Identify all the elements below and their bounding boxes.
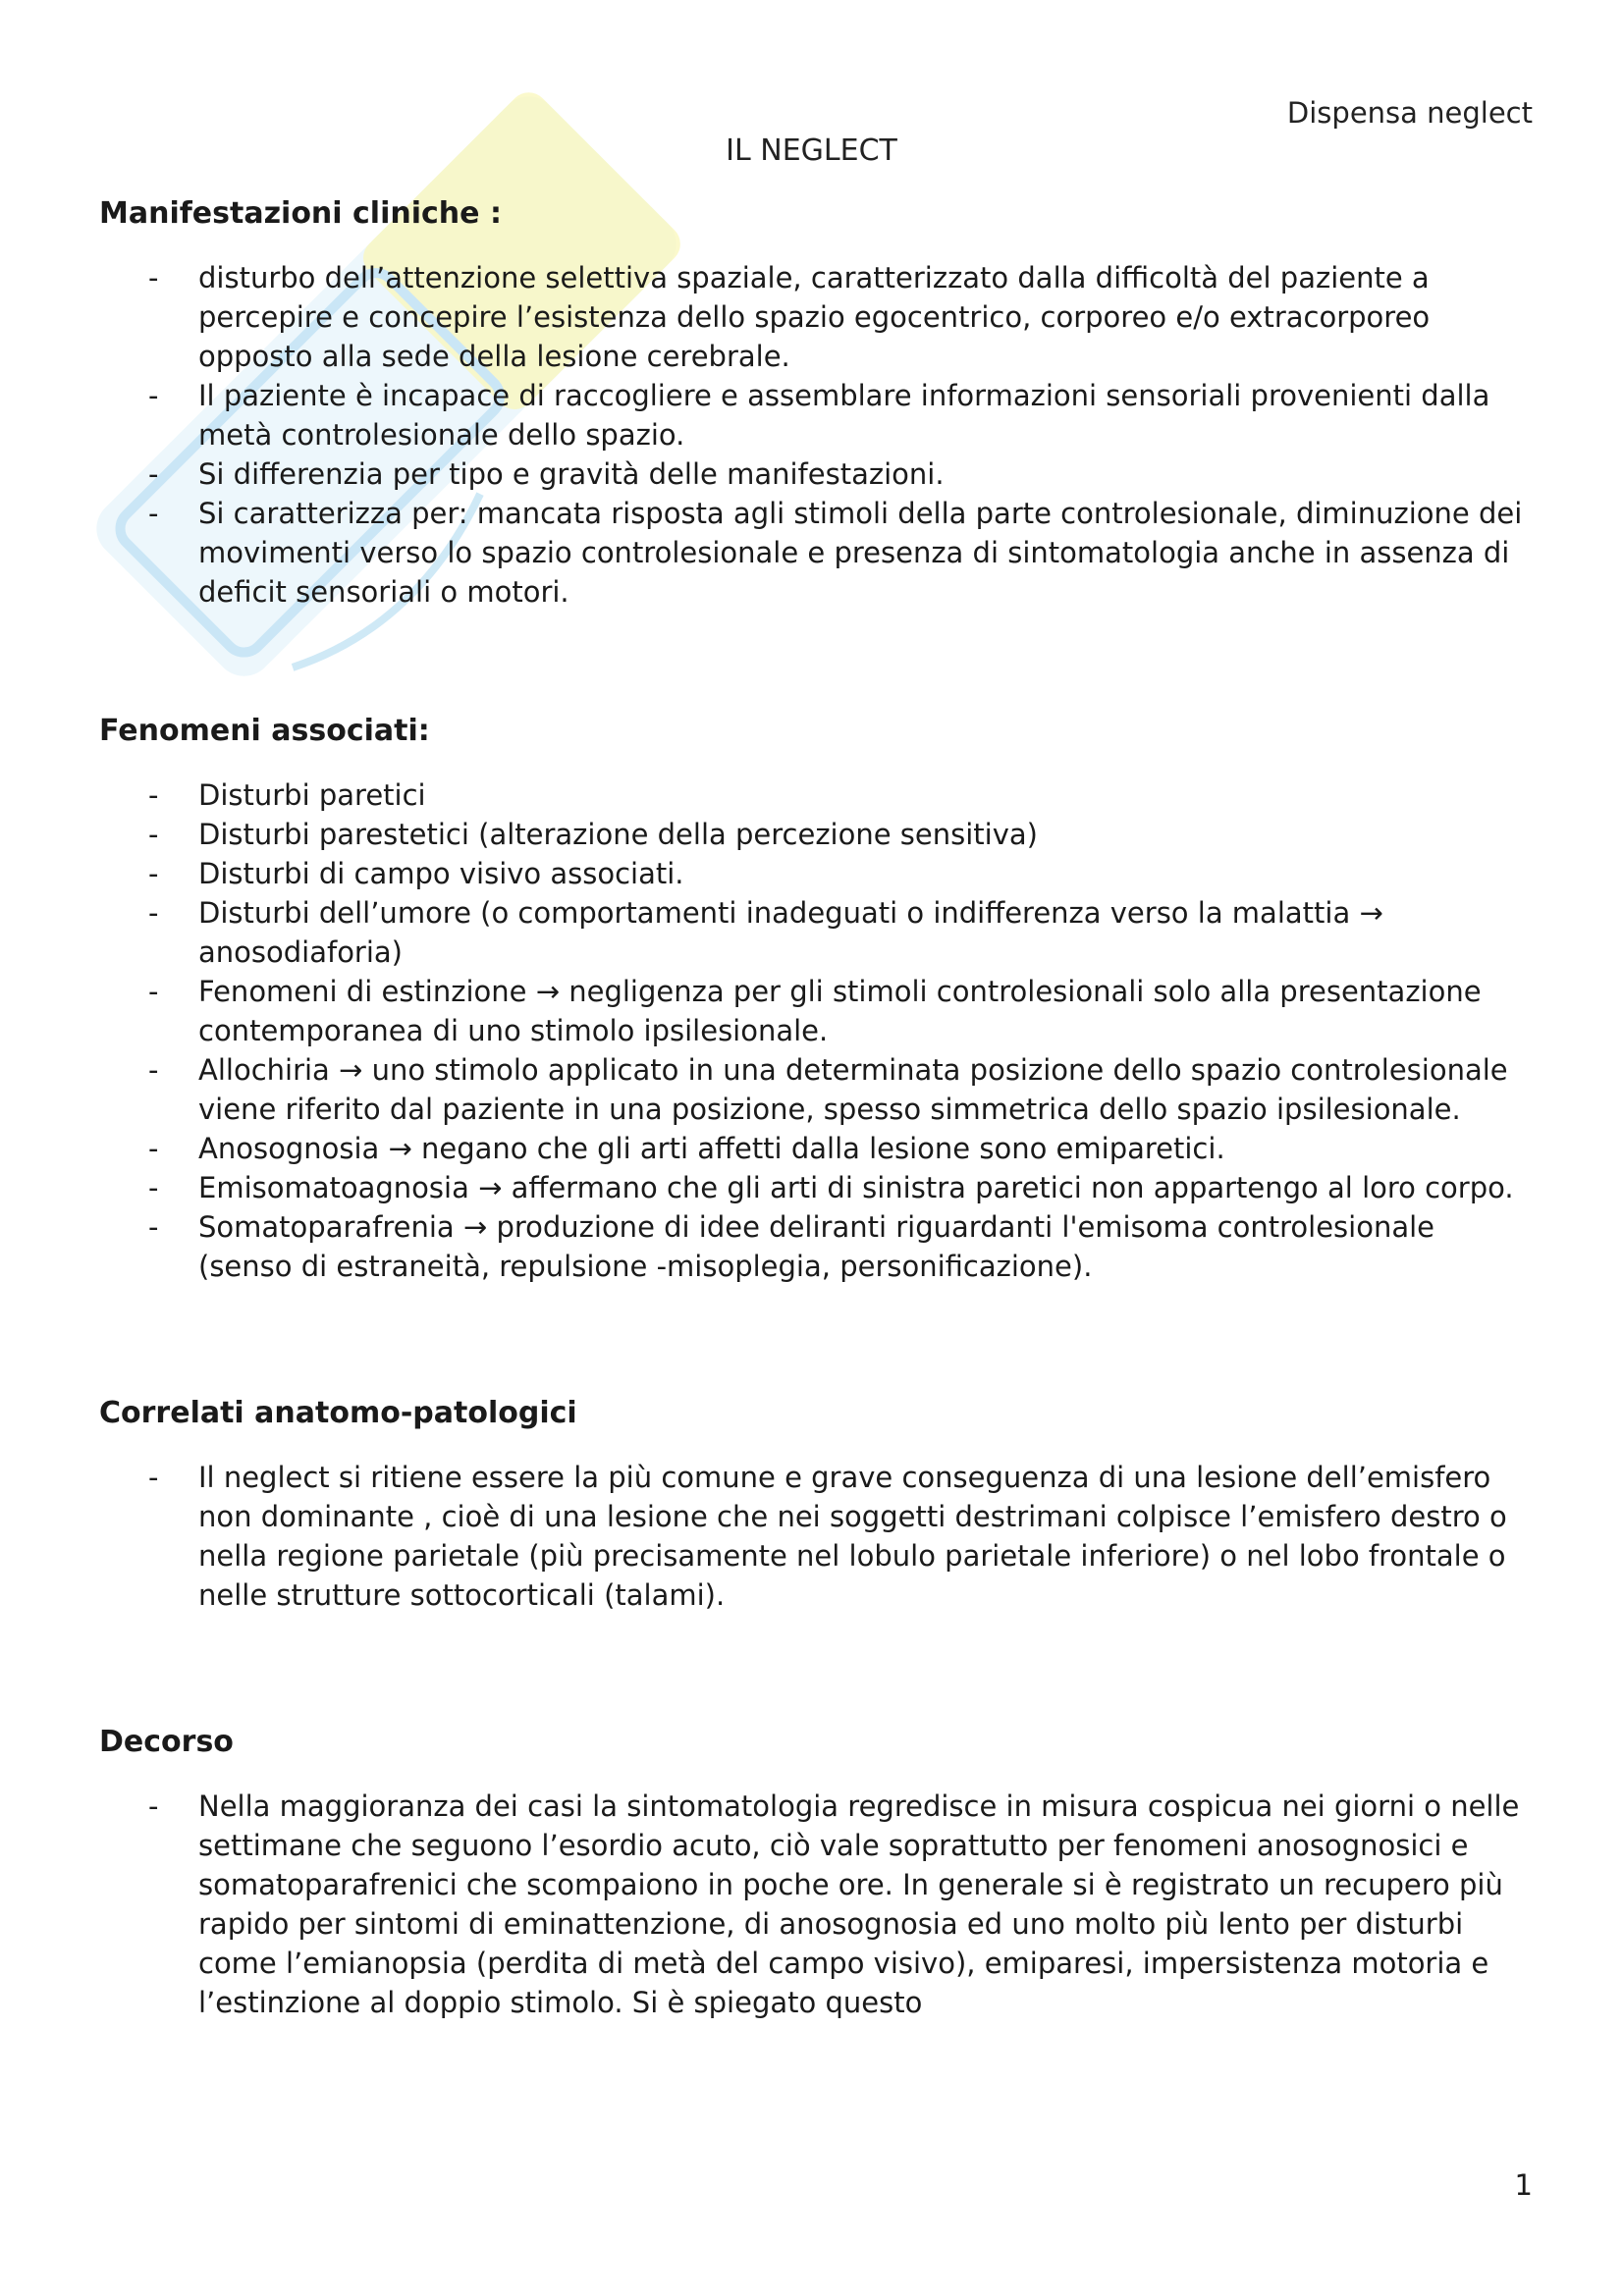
section-correlati: [99, 1396, 1535, 1615]
section-heading: Manifestazioni cliniche :: [99, 196, 502, 231]
list-item: - Disturbi di campo visivo associati.: [99, 854, 1535, 893]
section-heading: Correlati anatomo-patologici: [99, 1396, 577, 1430]
list-item: - Emisomatoagnosia → affermano che gli arti di sinistra paretici non appartengo al loro corpo.: [99, 1168, 1535, 1207]
list-item: - Disturbi paretici: [99, 775, 1535, 815]
list-item: - disturbo dell’attenzione selettiva spaziale, caratterizzato dalla difficoltà del paziente a percepire e concepire l’esistenza dello spazio egocentrico, corporeo e/o extracorporeo opposto alla sede della lesione cerebrale.: [99, 258, 1535, 376]
list-item: - Il neglect si ritiene essere la più comune e grave conseguenza di una lesione dell’emisfero non dominante , cioè di una lesione che nei soggetti destrimani colpisce l’emisfero destro o nella regione parietale (più precisamente nel lobulo parietale inferiore) o nel lobo frontale o nelle strutture sottocorticali (talami).: [99, 1458, 1535, 1615]
list-item: - Anosognosia → negano che gli arti affetti dalla lesione sono emiparetici.: [99, 1129, 1535, 1168]
page-number: 1: [1514, 2168, 1533, 2202]
page-title: IL NEGLECT: [726, 133, 897, 168]
bullet-list: [99, 775, 1535, 1286]
bullet-list: [99, 1787, 1535, 2022]
list-item: - Si caratterizza per: mancata risposta agli stimoli della parte controlesionale, diminuzione dei movimenti verso lo spazio controlesionale e presenza di sintomatologia anche in assenza di deficit sensoriali o motori.: [99, 494, 1535, 612]
list-item: - Il paziente è incapace di raccogliere e assemblare informazioni sensoriali provenienti dalla metà controlesionale dello spazio.: [99, 376, 1535, 454]
list-item: - Allochiria → uno stimolo applicato in una determinata posizione dello spazio controlesionale viene riferito dal paziente in una posizione, spesso simmetrica dello spazio ipsilesionale.: [99, 1050, 1535, 1129]
header-document-label: Dispensa neglect: [1286, 96, 1533, 130]
section-heading: Fenomeni associati:: [99, 714, 430, 748]
bullet-list: [99, 1458, 1535, 1615]
section-fenomeni: [99, 714, 1535, 1286]
list-item: - Fenomeni di estinzione → negligenza per gli stimoli controlesionali solo alla presentazione contemporanea di uno stimolo ipsilesionale.: [99, 972, 1535, 1050]
section-manifestazioni: [99, 196, 1535, 612]
list-item: - Nella maggioranza dei casi la sintomatologia regredisce in misura cospicua nei giorni o nelle settimane che seguono l’esordio acuto, ciò vale soprattutto per fenomeni anosognosici e somatoparafrenici che scompaiono in poche ore. In generale si è registrato un recupero più rapido per sintomi di eminattenzione, di anosognosia ed uno molto più lento per disturbi come l’emianopsia (perdita di metà del campo visivo), emiparesi, impersistenza motoria e l’estinzione al doppio stimolo. Si è spiegato questo: [99, 1787, 1535, 2022]
section-heading: Decorso: [99, 1725, 234, 1759]
section-decorso: [99, 1725, 1535, 2022]
list-item: - Disturbi parestetici (alterazione della percezione sensitiva): [99, 815, 1535, 854]
bullet-list: [99, 258, 1535, 612]
list-item: - Si differenzia per tipo e gravità delle manifestazioni.: [99, 454, 1535, 494]
list-item: - Somatoparafrenia → produzione di idee deliranti riguardanti l'emisoma controlesionale (senso di estraneità, repulsione -misoplegia, personificazione).: [99, 1207, 1535, 1286]
document-body: [99, 196, 1535, 2022]
list-item: - Disturbi dell’umore (o comportamenti inadeguati o indifferenza verso la malattia → anosodiaforia): [99, 893, 1535, 972]
